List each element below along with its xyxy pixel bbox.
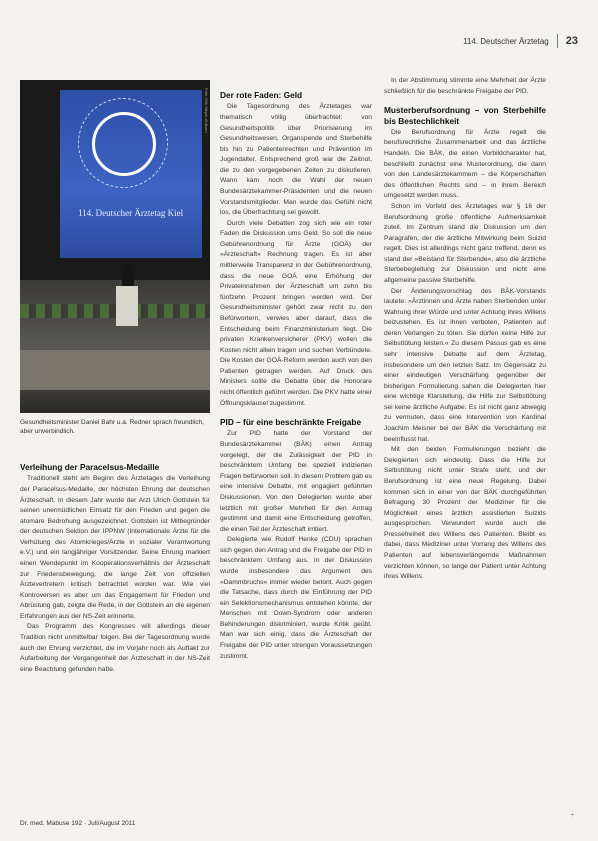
paragraph: Durch viele Debatten zog sich wie ein roter Faden die Diskussion ums Geld. So soll die neue Gebührenordnung für Ärzte (GOÄ) der »Ärzteschaft« Rechnung tragen. Es ist aber mittlerweile Transparenz in der Gebührenordnung, dass die neue GOÄ eine Erhöhung der Privateinnahmen der Ärzteschaft um zehn bis fünfzehn Prozent bringen werden wird. Der Gesundheitsminister gehört zwar nicht zu den Befürwortern, verwies aber darauf, dass die Entscheidung beim Finanzministerium liegt. Die privaten Krankenversicherer (PKV) wollen die Kosten nicht allein tragen und suchen Verbündete. Die Kosten der GOÄ-Reform werden auch von den Patienten getragen werden. Auf Druck des Ministers sollte die Debatte über die Honorare nicht öffentlich geführt werden. Die PKV hatte einer Öffnungsklausel zugestimmt. <box>220 219 372 407</box>
photo-caption: Gesundheitsminister Daniel Bahr u.a. Redner sprach freundlich, aber unverbindlich. <box>20 419 204 436</box>
aerztekammer-emblem-icon <box>92 112 156 176</box>
paragraph: Das Programm des Kongresses will allerdings dieser Tradition nicht unmittelbar folgen. Bei der Tagesordnung wurde auch der Ehrung verzichtet, die im Vorjahr noch als Auftakt zur Aufarbeitung der Vergangenheit der Ärzteschaft in der NS-Zeit eine Beachtung gefunden hatte. <box>20 623 210 673</box>
podium <box>116 286 138 326</box>
paragraph: Der Änderungsvorschlag des BÄK-Vorstands lautete: »Ärztinnen und Ärzte haben Sterbenden unter Wahrung ihrer Würde und unter Achtung ihres Willens beizustehen. Es ist ihnen verboten, Patienten auf deren Verlangen zu töten. Sie dürfen keine Hilfe zur Selbsttötung leisten.« Zu diesem Passus gab es eine sehr intensive Debatte auf dem Ärztetag, insbesondere um den letzten Satz. Im Gegensatz zu einer eindeutigen Verschärfung gegenüber der bisherigen Formulierung sahen die Delegierten hier eine wichtige Klarstellung, die Hilfe zur Selbsttötung sei keine ärztliche Aufgabe. Es ist nicht ganz abwegig zu vermuten, dass eine Intervention von Kardinal Joachim Meisner bei der BÄK die Verschärfung mit beeinflusst hat. <box>384 287 546 443</box>
paragraph: Delegierte wie Rudolf Henke (CDU) sprachen sich gegen den Antrag und die Freigabe der PID in beschränktem Umfang aus. In der Diskussion wurde insbesondere das Argument des »Dammbruchs« immer wieder betont. Auch gegen die Tatsache, dass durch die Einführung der PID ein Selektionsmechanismus entstehen könnte, der Menschen mit Down-Syndrom oder anderen Behinderungen diskriminiert, wurde Kritik geübt. Man war sich einig, dass die Ärzteschaft der Freigabe der PID unter strengen Voraussetzungen zustimmt. <box>220 536 372 660</box>
projection-screen <box>60 90 202 258</box>
header-divider <box>557 34 558 48</box>
paragraph: Traditionell steht am Beginn des Ärztetages die Verleihung der Paracelsus-Medaille, der höchsten Ehrung der deutschen Ärzteschaft. In diesem Jahr wurde der Arzt Ulrich Gottstein für seinen unermüdlichen Einsatz für den Frieden und gegen die atomare Bedrohung ausgezeichnet. Gottstein ist Mitbegründer der deutschen Sektion der IPPNW (Internationale Ärzte für die Verhütung des Atomkrieges/Ärzte in sozialer Verantwortung e.V.) und ein langjähriger Vorsitzender. Seine Ehrung markiert einen Wendepunkt im Kooperationsverhältnis der Ärzteschaft zur Friedensbewegung, die lange Zeit von offiziellen Ärztevertretern kritisch betrachtet worden war. Wie viel Kontroversen es aber um das Engagement für Frieden und Abrüstung gab, zeigte die Rede, in der Gottstein an die eigenen Erfahrungen aus der NS-Zeit erinnerte. <box>20 475 210 620</box>
stage-plants <box>20 304 210 318</box>
paragraph: Die Berufsordnung für Ärzte regelt die berufsrechtliche Zusammenarbeit und das ärztliche Handeln. Die BÄK, die einen Vorbildcharakter hat, beschließt zunächst eine Musterordnung, die dann von den Landesärztekammern – die Körperschaften des öffentlichen Rechts sind – in ihrem Bereich umgesetzt werden muss. <box>384 128 546 200</box>
heading-pid: PID – für eine beschränkte Freigabe <box>220 417 362 428</box>
page-number: 23 <box>565 35 578 47</box>
heading-geld: Der rote Faden: Geld <box>220 90 303 100</box>
footer-issue: Dr. med. Mabuse 192 · Juli/August 2011 <box>20 820 136 827</box>
speaker-figure <box>122 264 134 288</box>
stage <box>20 280 210 413</box>
stage-floor <box>20 350 210 390</box>
paragraph: Schon im Vorfeld des Ärztetages war § 16 der Berufsordnung große öffentliche Aufmerksamkeit zuteil. Im Zentrum stand die Diskussion um den Paragrafen, der die ärztliche Mitwirkung beim Suizid regelt. Dies ist allerdings nicht ganz treffend, denn es stand der »Beistand für Sterbende«, also die ärztliche Sterbebegleitung zur Diskussion und nicht eine allgemeine passive Sterbehilfe. <box>384 202 546 284</box>
paragraph: Zur PID hatte der Vorstand der Bundesärztekammer (BÄK) einen Antrag vorgelegt, der die Zulässigkeit der PID in beschränktem Umfang bei speziell indizierten Fragen befürworten soll. In diesem Problem gab es eine intensive Debatte, mit engagiert geführten Diskussionen. Von den Delegierten wurde aber letztlich mit großer Mehrheit für den Antrag gestimmt und damit eine Entscheidung getroffen, die einen Teil der Ärzteschaft irritiert. <box>220 430 372 533</box>
heading-paracelsus: Verleihung der Paracelsus-Medaille <box>20 462 160 472</box>
photo-credit: Foto: Dirk Meyer-Ahlborn <box>204 88 209 133</box>
screen-text: 114. Deutscher Ärztetag Kiel <box>78 208 184 218</box>
column-2 <box>220 90 372 662</box>
running-header <box>463 34 578 48</box>
paragraph: Mit den beiden Formulierungen bezieht die Delegierten sich eindeutig. Dass die Hilfe zur Selbsttötung nicht unter Strafe steht, und der Berufsordnung ist eine neue Regelung. Dabei kommen sich in einer von der BÄK durchgeführten Befragung 30 Prozent der Mediziner für die Möglichkeit eines ärztlich assistierten Suizids ausgesprochen. Verwundert wurde auch die Pressefreiheit des Willens des Patienten. Bleibt es dabei, dass Mediziner unter Vorrang des Willens des Patienten auf lebensverlängernde Maßnahmen verzichten können, so lange der Patient unter Achtung ihres Willens. <box>384 446 546 581</box>
corner-mark: + <box>570 813 574 819</box>
conference-photo <box>20 80 210 413</box>
column-3 <box>384 76 546 583</box>
paragraph: In der Abstimmung stimmte eine Mehrheit der Ärzte schließlich für die beschränkte Freigabe der PID. <box>384 77 546 95</box>
column-1 <box>20 462 210 675</box>
paragraph: Die Tagesordnung des Ärztetages war thematisch völlig überfrachtet: von Gesundheitspolitik über Priorisierung im Gesundheitswesen, Organspende und Sterbehilfe bis hin zu Patientenrechten und Prävention im Jugendalter. Entsprechend groß war die Zeitnot, die zu den vorgegebenen Zeiten zu diskutieren. Wann kam noch die Wahl der neuen Bundesärztekammer-Präsidenten und die neuen Vorstandsmitglieder. Man wurde das Gefühl nicht los, die Überfrachtung sei gewollt. <box>220 103 372 217</box>
heading-berufsordnung: Musterberufsordnung – von Sterbehilfe bis Bestechlichkeit <box>384 105 546 126</box>
section-title: 114. Deutscher Ärztetag <box>463 36 549 46</box>
